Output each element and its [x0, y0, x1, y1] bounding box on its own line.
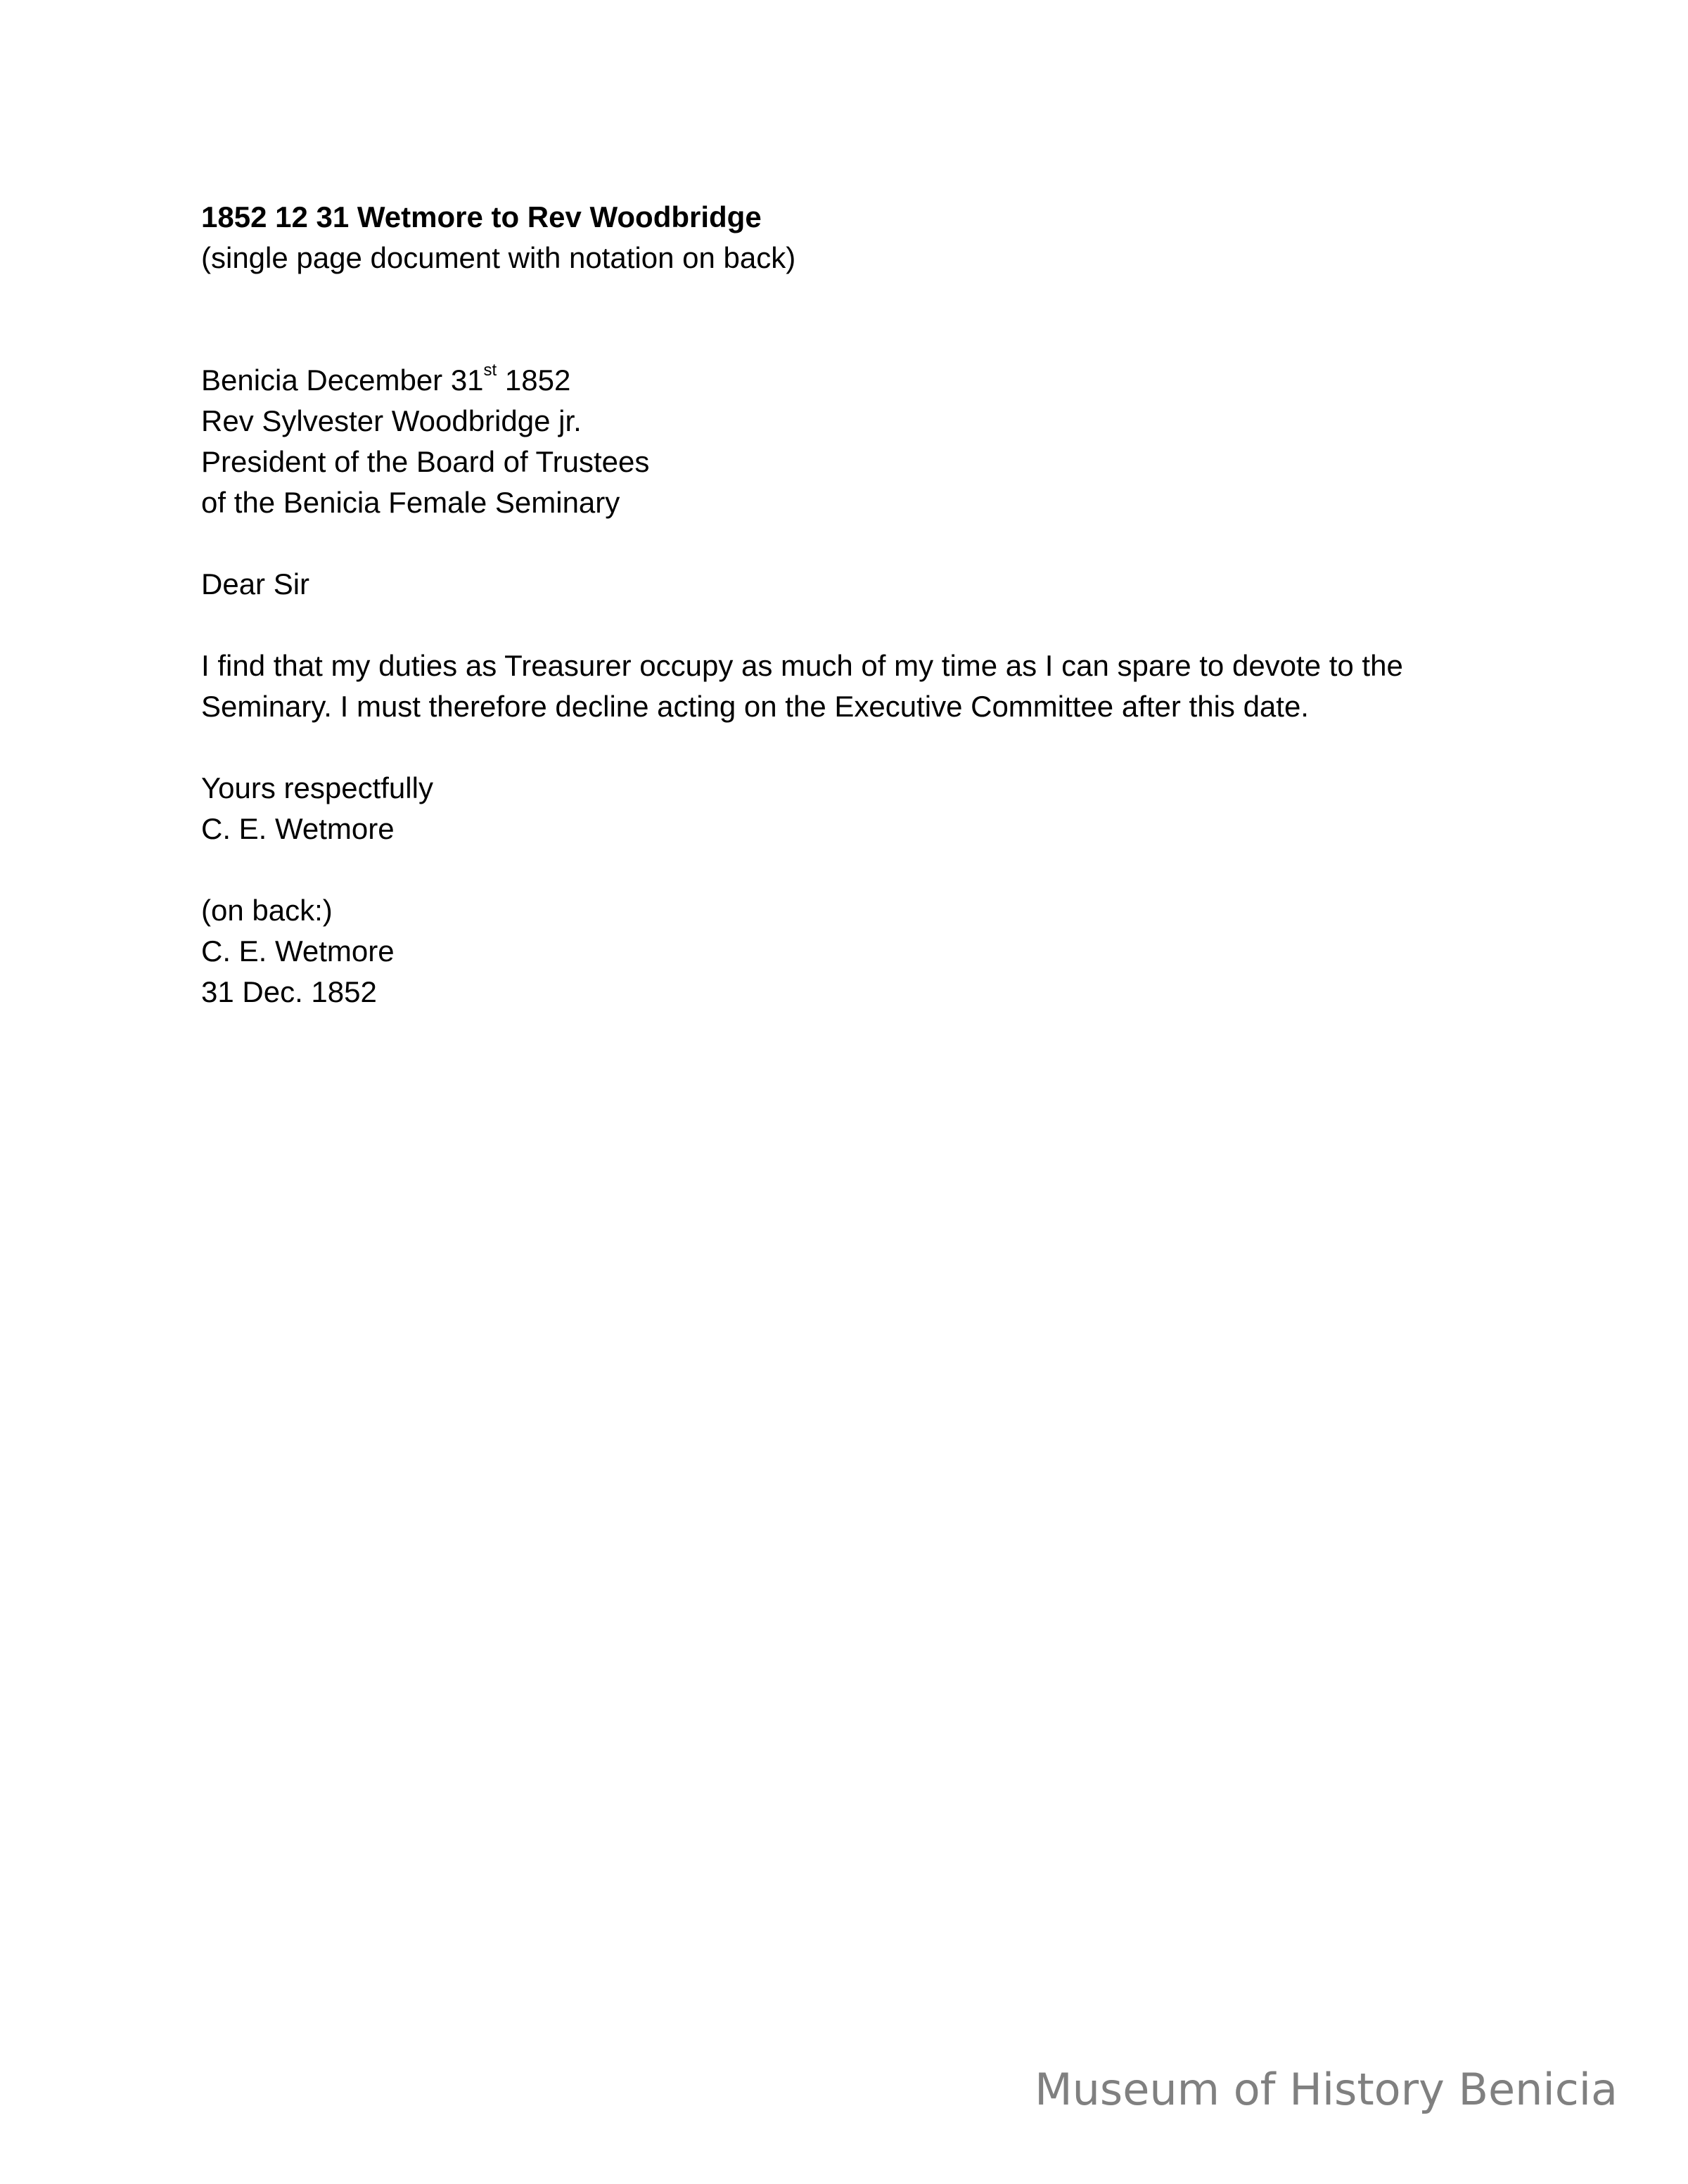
salutation: Dear Sir [201, 567, 310, 600]
recipient-title: President of the Board of Trustees [201, 445, 650, 478]
document-subtitle: (single page document with notation on back) [201, 241, 796, 274]
back-notation-date: 31 Dec. 1852 [201, 975, 377, 1008]
body-line: Seminary. I must therefore decline acting on the Executive Committee after this date. [201, 690, 1309, 723]
body-line: I find that my duties as Treasurer occupy as much of my time as I can spare to devote to the [201, 649, 1403, 682]
letter-content [201, 197, 1537, 1013]
spacer [201, 605, 1537, 645]
spacer [201, 727, 1537, 768]
spacer [201, 278, 1537, 360]
signature: C. E. Wetmore [201, 812, 395, 845]
spacer [201, 849, 1537, 890]
back-notation-label: (on back:) [201, 894, 333, 927]
place-date-year: 1852 [497, 364, 571, 397]
back-notation-name: C. E. Wetmore [201, 934, 395, 968]
document-title: 1852 12 31 Wetmore to Rev Woodbridge [201, 200, 762, 233]
ordinal-suffix: st [483, 361, 497, 380]
recipient-organization: of the Benicia Female Seminary [201, 486, 620, 519]
recipient-name: Rev Sylvester Woodbridge jr. [201, 404, 582, 437]
place-date-line [201, 360, 1537, 401]
closing: Yours respectfully [201, 771, 433, 804]
place-date-prefix: Benicia December 31 [201, 364, 484, 397]
museum-watermark: Museum of History Benicia [1035, 2064, 1618, 2115]
spacer [201, 523, 1537, 564]
